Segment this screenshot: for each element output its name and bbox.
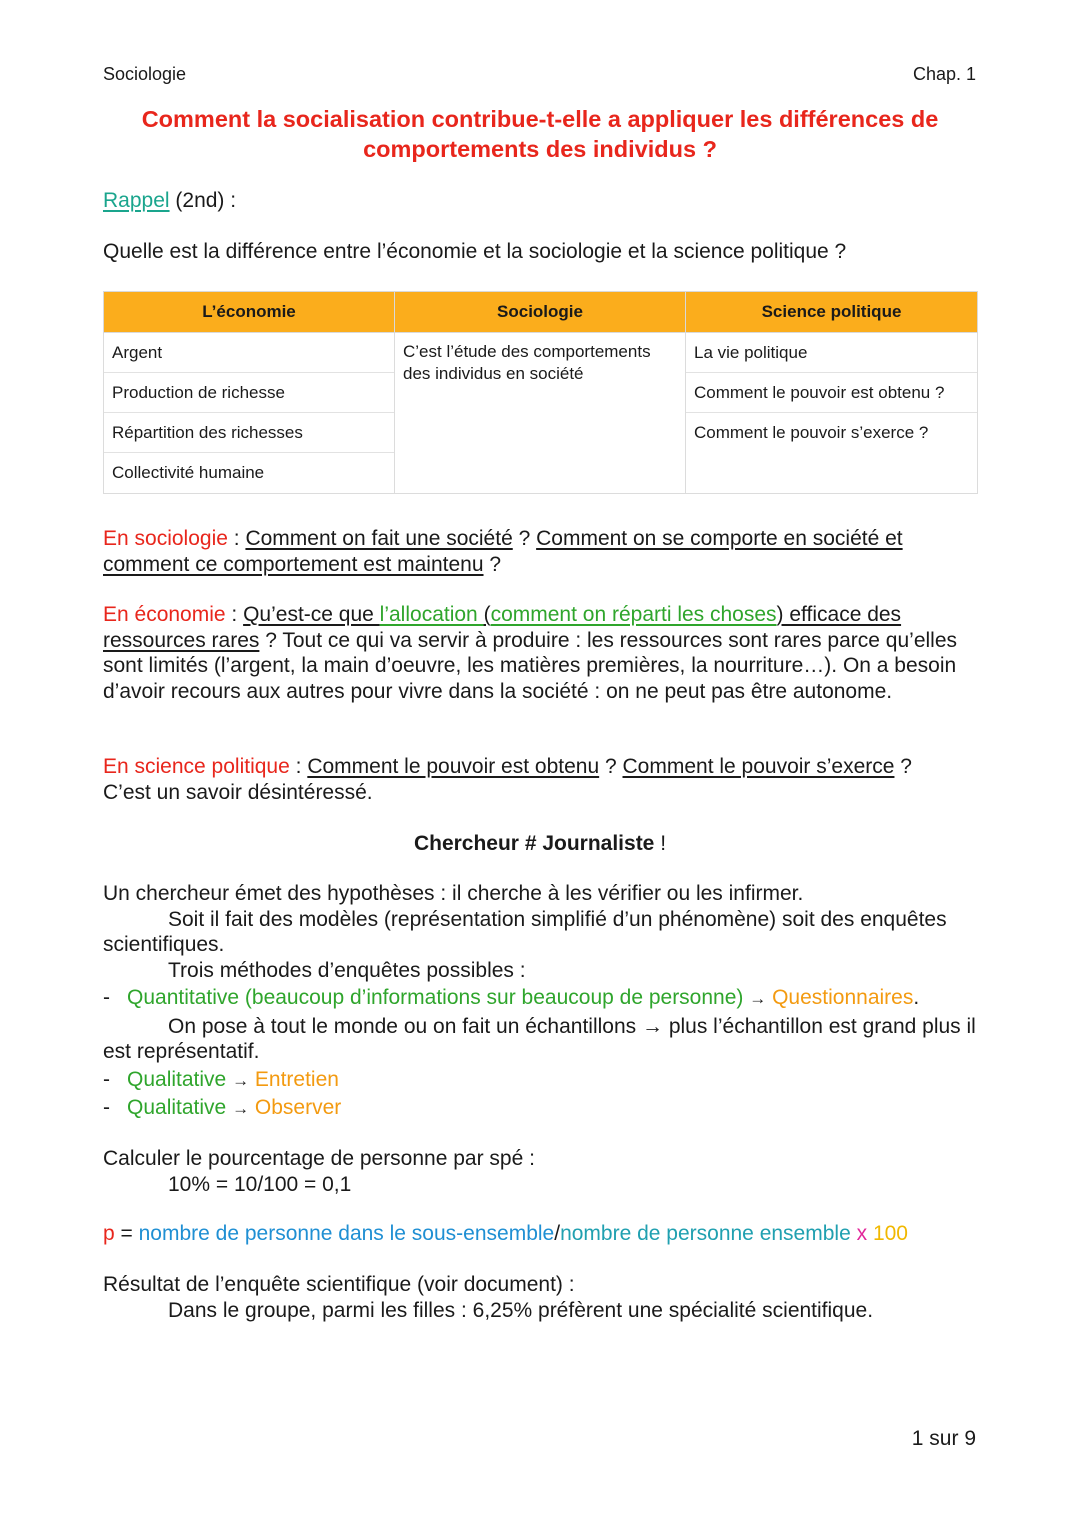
rappel-line	[103, 188, 977, 214]
politique-item: Comment le pouvoir s’exerce ?	[694, 423, 929, 442]
method-bullet-entretien: - Qualitative → Entretien	[103, 1067, 339, 1091]
sociologie-definition: C’est l’étude des comportements des individus en société	[403, 342, 651, 383]
methodes-line-2: Soit il fait des modèles (représentation simplifié d’un phénomène) soit des enquêtes scientifiques.	[103, 907, 947, 956]
arrow-icon: →	[232, 1099, 250, 1118]
calcul-line-1: Calculer le pourcentage de personne par spé :	[103, 1147, 535, 1170]
politique-item: La vie politique	[686, 333, 977, 373]
sociologie-label: En sociologie	[103, 527, 228, 550]
page-number: 1 sur 9	[911, 1427, 976, 1450]
table-row	[104, 333, 978, 494]
header-sociologie: Sociologie	[395, 292, 686, 333]
method-bullet-quantitative: - Quantitative (beaucoup d’informations sur beaucoup de personne) → Questionnaires.	[103, 986, 920, 1009]
resultat-line-2: Dans le groupe, parmi les filles : 6,25% préfèrent une spécialité scientifique.	[168, 1298, 874, 1322]
calcul-line-2: 10% = 10/100 = 0,1	[168, 1172, 352, 1196]
politique-q1: Comment le pouvoir est obtenu	[307, 755, 600, 778]
title-line-1: Comment la socialisation contribue-t-elle a appliquer les différences de	[141, 106, 939, 132]
economie-item: Production de richesse	[104, 373, 394, 413]
arrow-icon: →	[232, 1070, 250, 1090]
methodes-line-3: Trois méthodes d’enquêtes possibles :	[168, 958, 526, 982]
header-science-politique: Science politique	[686, 292, 978, 333]
economie-label: En économie	[103, 603, 226, 626]
header-chapter: Chap. 1	[912, 64, 976, 84]
percentage-formula: p = nombre de personne dans le sous-ensemble/nombre de personne ensemble x 100	[103, 1222, 908, 1245]
chercheur-heading: Chercheur # Journaliste !	[413, 832, 667, 855]
politique-paragraph: En science politique : Comment le pouvoir est obtenu ? Comment le pouvoir s’exerce ? C’est un savoir désintéressé.	[103, 754, 977, 805]
methodes-line-1: Un chercheur émet des hypothèses : il cherche à les vérifier ou les infirmer.	[103, 882, 804, 905]
economie-cell	[104, 333, 395, 494]
title-line-2: comportements des individus ?	[363, 136, 717, 162]
allocation-definition: comment on réparti les choses	[490, 603, 777, 626]
allocation-term: l’allocation	[379, 603, 484, 626]
economie-item: Collectivité humaine	[112, 463, 265, 482]
table-header-row	[104, 292, 978, 333]
politique-q2: Comment le pouvoir s’exerce	[622, 755, 895, 778]
economie-item: Argent	[104, 333, 394, 373]
arrow-icon: →	[749, 989, 767, 1008]
rappel-suffix: (2nd) :	[169, 189, 237, 212]
header-economie: L’économie	[104, 292, 395, 333]
economie-paragraph: En économie : Qu’est-ce que l’allocation (comment on réparti les choses) efficace des ressources rares ? Tout ce qui va servir à produire : les ressources sont rares parce qu’elles sont limités (l’argent, la main d’oeuvre, les matières premières, la nourriture…). On a besoin d’avoir recours aux autres pour vivre dans la société : on ne peut pas être autonome.	[103, 603, 958, 703]
resultat-section	[103, 1272, 977, 1323]
politique-cell	[686, 333, 978, 494]
methodes-section	[103, 881, 977, 1122]
politique-line-2: C’est un savoir désintéressé.	[103, 780, 373, 804]
main-question: Quelle est la différence entre l’économie et la sociologie et la science politique ?	[103, 240, 847, 263]
sociologie-cell	[395, 333, 686, 494]
methodes-line-4: On pose à tout le monde ou on fait un échantillons → plus l’échantillon est grand plus il est représentatif.	[103, 1014, 976, 1063]
politique-label: En science politique	[103, 755, 290, 778]
page-title	[103, 104, 977, 164]
politique-item: Comment le pouvoir est obtenu ?	[686, 373, 977, 413]
resultat-line-1: Résultat de l’enquête scientifique (voir document) :	[103, 1273, 575, 1296]
header-subject: Sociologie	[103, 64, 187, 84]
method-bullet-observer: - Qualitative → Observer	[103, 1096, 342, 1119]
sociologie-q2: Comment on se comporte en société et comment ce comportement est maintenu	[103, 527, 903, 576]
sociologie-q1: Comment on fait une société	[245, 527, 513, 550]
sociologie-paragraph: En sociologie : Comment on fait une société ? Comment on se comporte en société et comment ce comportement est maintenu ?	[103, 527, 903, 576]
rappel-link[interactable]: Rappel	[103, 189, 170, 212]
calcul-section	[103, 1146, 977, 1197]
comparison-table	[103, 291, 978, 494]
economie-item: Répartition des richesses	[104, 413, 394, 453]
